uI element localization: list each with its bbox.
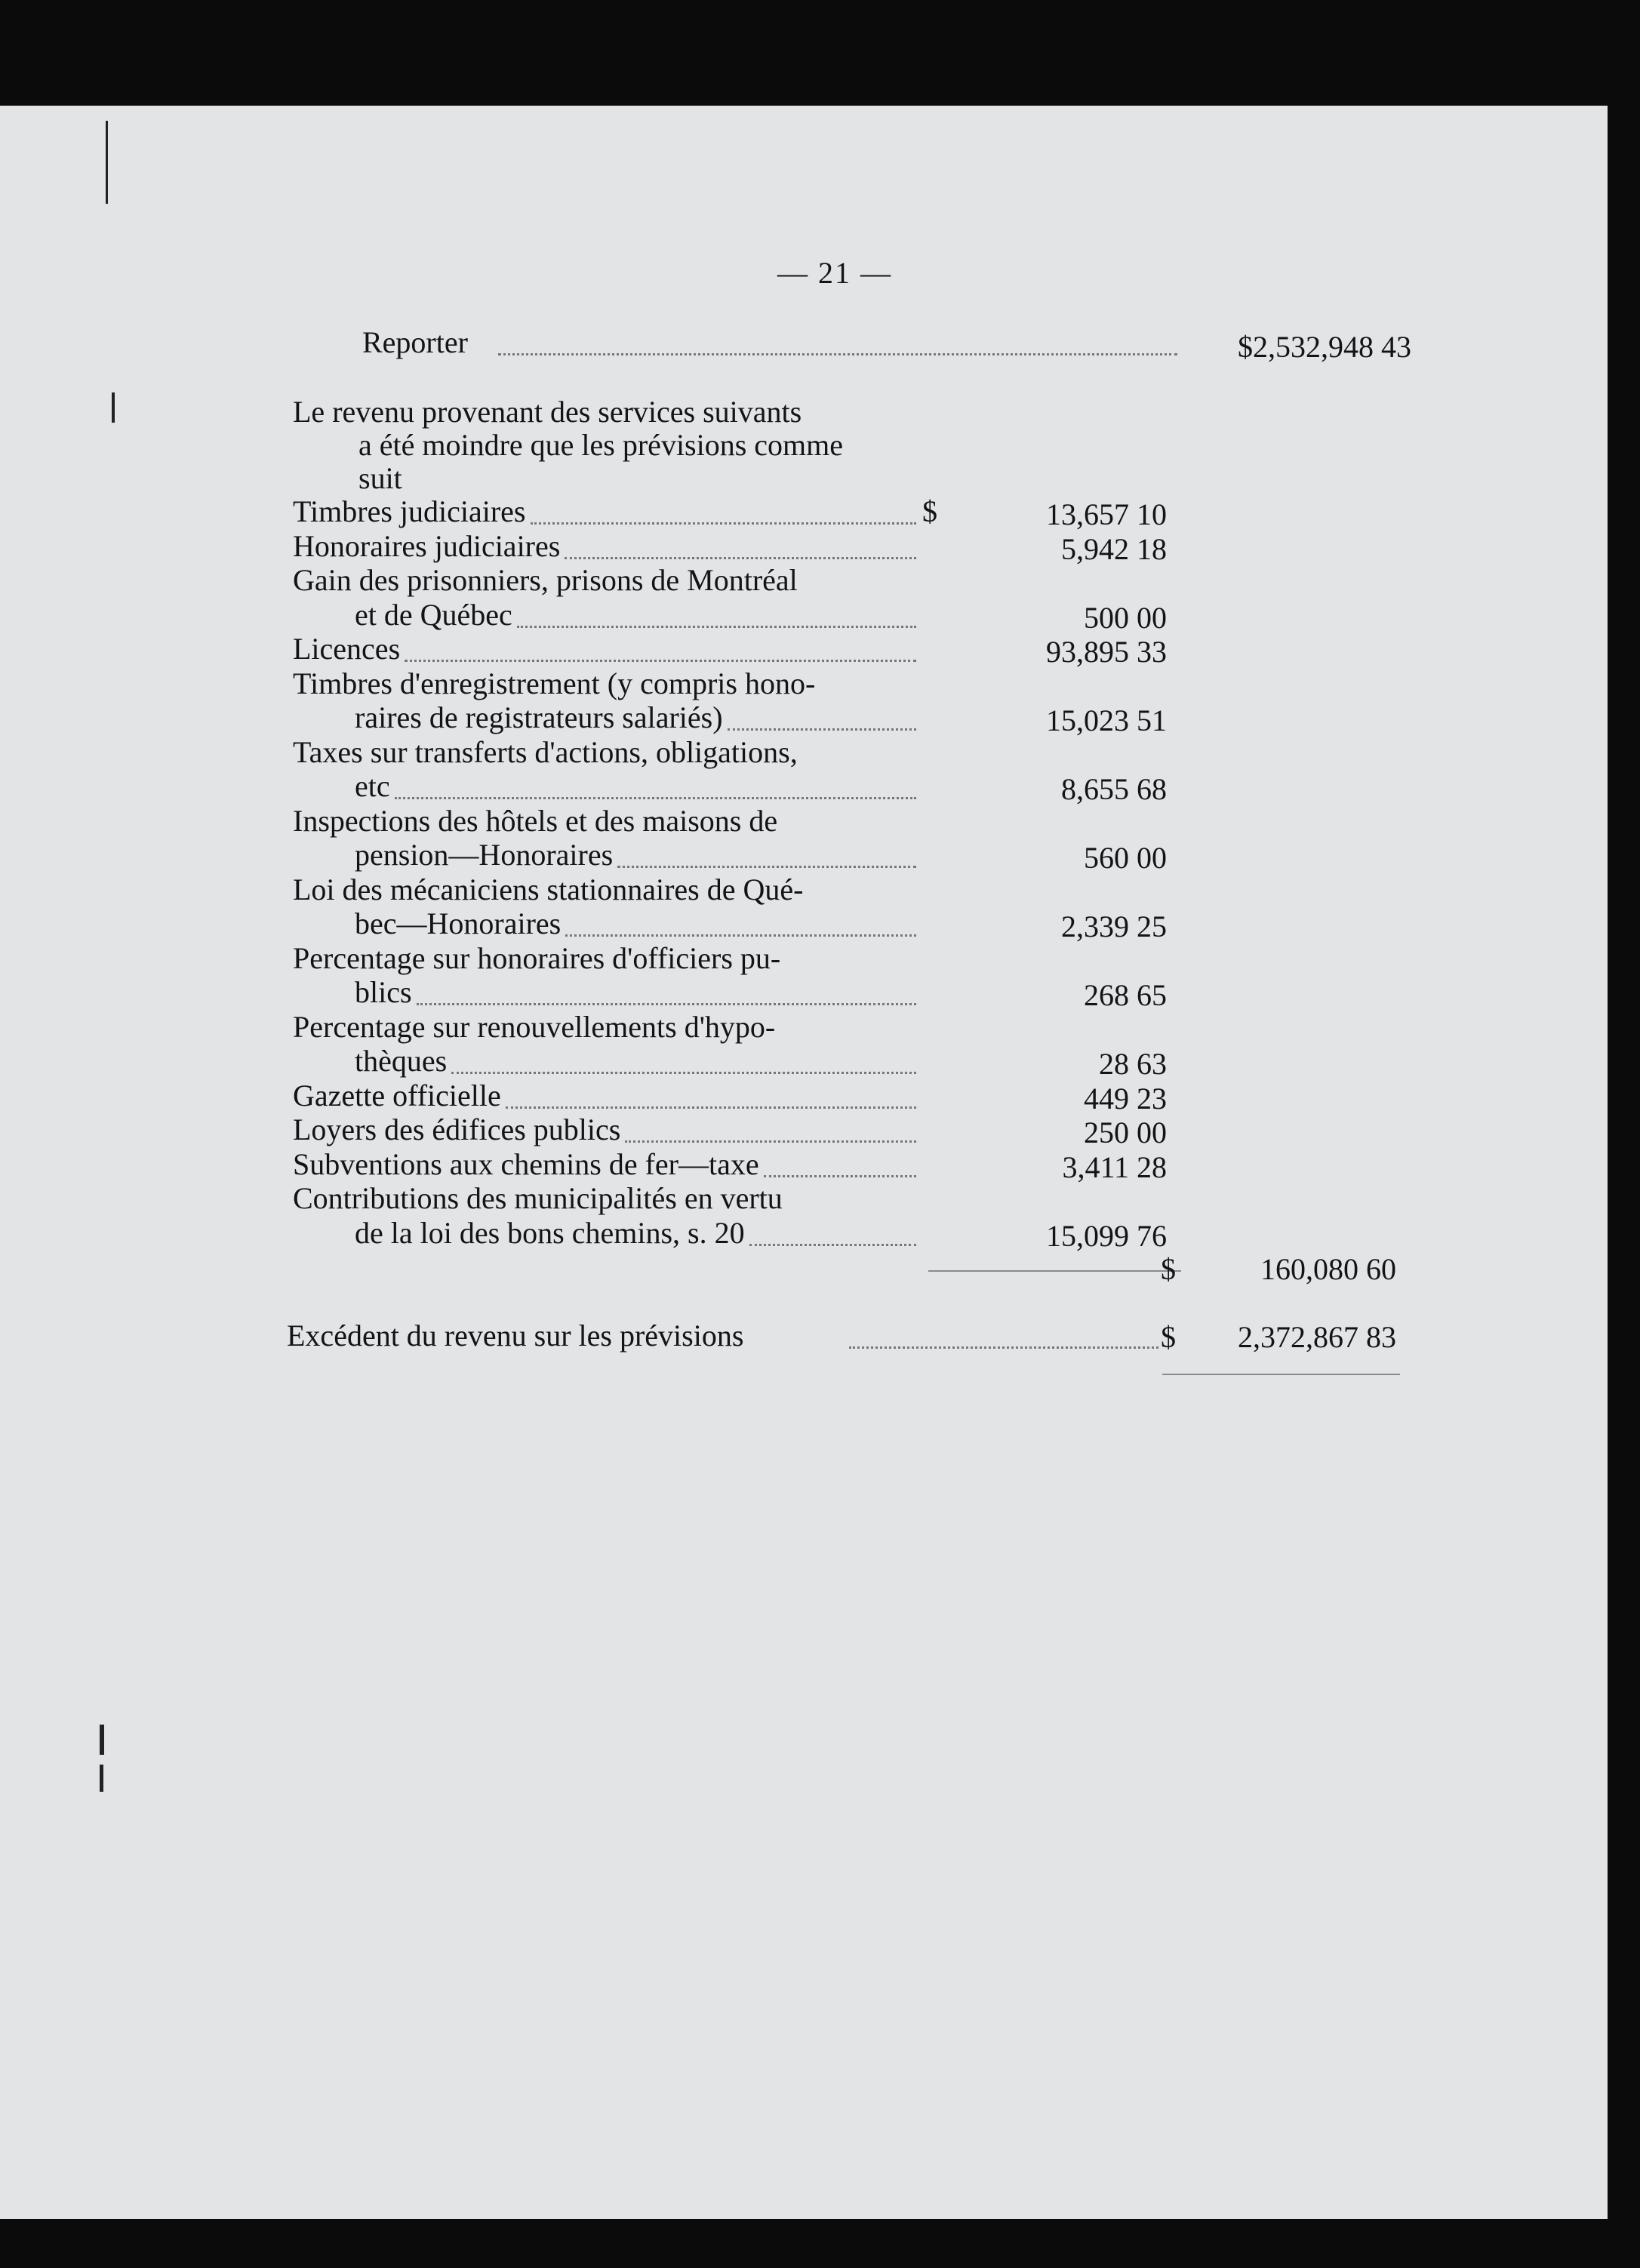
item-amount: 28 63	[1099, 1047, 1167, 1081]
item-label-line: etc	[355, 769, 390, 803]
leader-dots	[531, 500, 916, 525]
subtotal-rule	[928, 1270, 1181, 1272]
leader-dots	[749, 1221, 916, 1246]
item-amount: 250 00	[1084, 1116, 1167, 1149]
item-amount: 268 65	[1084, 978, 1167, 1012]
leader-dots	[617, 843, 916, 868]
intro-line: Le revenu provenant des services suivants	[293, 395, 802, 429]
item-label-line: Licences	[293, 632, 401, 666]
item-label-line: Percentage sur honoraires d'officiers pu-	[293, 940, 781, 975]
leader-dots	[565, 912, 916, 937]
excess-dollar-sign: $	[1161, 1320, 1176, 1354]
item-label-line: blics	[355, 975, 412, 1009]
scan-mark	[112, 392, 115, 423]
column-dollar-sign: $	[922, 494, 937, 528]
item-label-line: Percentage sur renouvellements d'hypo-	[293, 1009, 776, 1044]
item-label-line: Timbres d'enregistrement (y compris hono-	[293, 666, 816, 700]
item-label-line: Inspections des hôtels et des maisons de	[293, 803, 778, 838]
item-amount: 5,942 18	[1061, 531, 1167, 566]
leader-dots	[417, 980, 916, 1005]
page-number: — 21 —	[777, 256, 892, 290]
leader-dots	[728, 706, 916, 731]
leader-dots	[565, 534, 916, 559]
leader-dots	[506, 1084, 916, 1109]
excess-amount: 2,372,867 83	[1238, 1320, 1396, 1354]
item-label-line: de la loi des bons chemins, s. 20	[355, 1215, 745, 1250]
item-label-line: Taxes sur transferts d'actions, obligations,	[293, 734, 798, 769]
item-label-line: Loyers des édifices publics	[293, 1112, 621, 1146]
intro-line: a été moindre que les prévisions comme	[358, 428, 844, 462]
scan-mark	[106, 121, 108, 204]
item-amount: 2,339 25	[1061, 909, 1167, 943]
item-amount: 15,099 76	[1046, 1218, 1167, 1253]
leader-dots	[405, 637, 916, 662]
scan-mark	[100, 1765, 103, 1792]
item-label-line: Timbres judiciaires	[293, 494, 526, 528]
item-label-line: et de Québec	[355, 597, 512, 632]
item-amount: 3,411 28	[1062, 1149, 1167, 1184]
subtotal-amount: 160,080 60	[1260, 1252, 1396, 1286]
leader-dots	[764, 1152, 916, 1177]
leader-dots	[498, 331, 1177, 355]
total-rule	[1162, 1374, 1400, 1375]
item-label-line: bec—Honoraires	[355, 906, 562, 940]
item-amount: 8,655 68	[1061, 772, 1167, 806]
item-label-line: Loi des mécaniciens stationnaires de Qué-	[293, 872, 804, 906]
item-amount: 500 00	[1084, 600, 1167, 635]
item-label-line: Subventions aux chemins de fer—taxe	[293, 1146, 759, 1181]
reporter-label: Reporter	[362, 325, 468, 359]
item-label-line: thèques	[355, 1044, 448, 1078]
leader-dots	[451, 1049, 916, 1074]
item-amount: 13,657 10	[1046, 497, 1167, 531]
item-amount: 449 23	[1084, 1081, 1167, 1116]
leader-dots	[517, 603, 916, 628]
leader-dots	[395, 774, 916, 799]
item-label-line: Gain des prisonniers, prisons de Montréal	[293, 563, 798, 597]
scan-mark	[100, 1725, 104, 1755]
item-label-line: raires de registrateurs salariés)	[355, 700, 723, 734]
intro-line: suit	[358, 461, 402, 495]
item-amount: 15,023 51	[1046, 703, 1167, 737]
item-amount: 93,895 33	[1046, 635, 1167, 669]
subtotal-dollar-sign: $	[1161, 1252, 1176, 1286]
item-label-line: pension—Honoraires	[355, 838, 614, 872]
item-amount: 560 00	[1084, 841, 1167, 875]
item-label-line: Honoraires judiciaires	[293, 528, 561, 563]
reporter-amount: $2,532,948 43	[1238, 330, 1411, 364]
leader-dots	[625, 1118, 916, 1143]
excess-label: Excédent du revenu sur les prévisions	[287, 1319, 744, 1352]
leader-dots	[849, 1324, 1158, 1349]
item-label-line: Contributions des municipalités en vertu	[293, 1181, 783, 1215]
item-label-line: Gazette officielle	[293, 1078, 501, 1112]
